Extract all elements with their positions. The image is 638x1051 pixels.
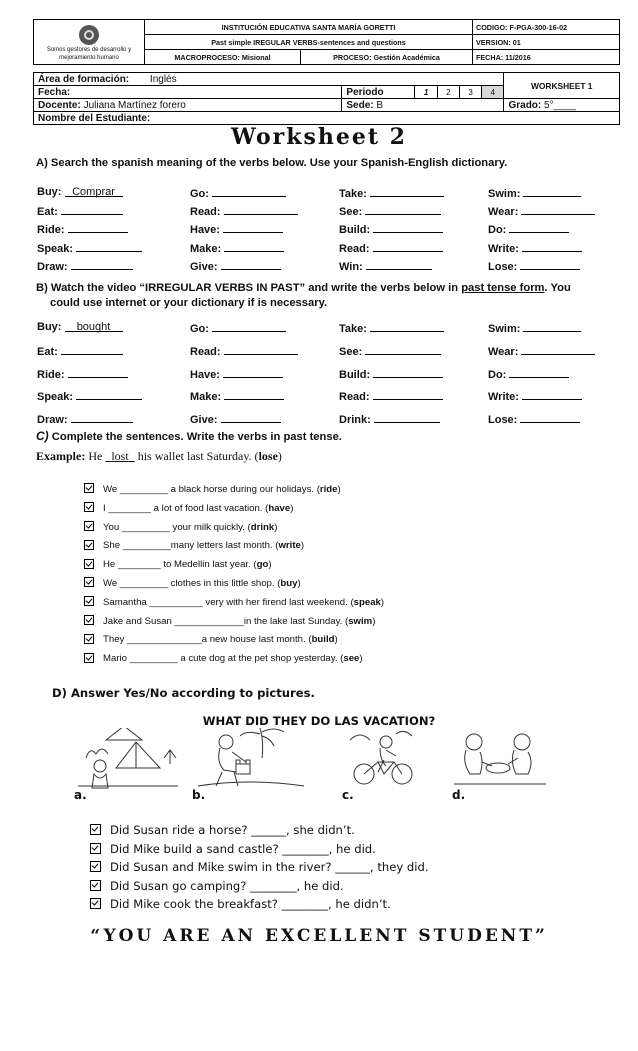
answer-blank[interactable] xyxy=(68,367,128,378)
checkbox-icon xyxy=(84,653,94,663)
checkbox-icon xyxy=(84,596,94,606)
verb-label: Drink: xyxy=(339,414,371,427)
sentence-text: We _________ a black horse during our holidays. ( xyxy=(103,484,320,495)
answer-blank[interactable] xyxy=(71,412,133,423)
verb-item xyxy=(339,186,444,200)
answer-blank[interactable] xyxy=(374,412,440,423)
verb-item xyxy=(37,241,142,255)
verb-item xyxy=(339,367,443,381)
answer-blank[interactable] xyxy=(373,241,443,252)
verb-item xyxy=(339,241,443,255)
example-answer: lost xyxy=(111,449,129,463)
example-post: his wallet last Saturday. ( xyxy=(137,449,259,463)
verb-item xyxy=(488,241,582,255)
verb-label: Win: xyxy=(339,260,363,273)
verb-label: Eat: xyxy=(37,345,58,358)
sentence-verb: drink xyxy=(250,521,275,533)
answer-blank[interactable] xyxy=(370,186,444,197)
section-d-subheading: WHAT DID THEY DO LAS VACATION? xyxy=(202,714,436,728)
answer-blank[interactable] xyxy=(523,186,581,197)
verb-label: See: xyxy=(339,206,363,219)
proceso: PROCESO: Gestión Académica xyxy=(301,50,473,65)
verb-label: Lose: xyxy=(488,414,518,427)
verb-label: Read: xyxy=(190,206,221,219)
picture-label-c: c. xyxy=(342,788,354,802)
sentence-verb: see xyxy=(343,653,360,665)
worksheet-label: WORKSHEET 1 xyxy=(504,73,620,99)
answer-blank[interactable] xyxy=(68,222,128,233)
verb-item xyxy=(488,389,582,403)
verb-item xyxy=(190,259,281,273)
answer-blank[interactable] xyxy=(509,222,569,233)
answer-blank[interactable] xyxy=(520,412,580,423)
verb-item xyxy=(37,367,128,381)
question-item xyxy=(90,897,391,911)
section-a-letter: A) xyxy=(36,157,48,169)
verb-label: Do: xyxy=(488,368,507,381)
sandcastle-picture xyxy=(196,728,306,790)
nombre-label: Nombre del Estudiante: xyxy=(38,112,151,124)
answer-blank[interactable] xyxy=(61,204,123,215)
section-d-heading: D) Answer Yes/No according to pictures. xyxy=(52,686,315,700)
verb-item xyxy=(37,389,142,403)
document-code: CODIGO: F-PGA-300-16-02 xyxy=(473,20,620,35)
section_a-row xyxy=(37,259,607,273)
answer-blank[interactable] xyxy=(370,321,444,332)
sentence-text: Jake and Susan _____________in the lake last Sunday. ( xyxy=(103,615,349,627)
answer-blank[interactable] xyxy=(223,367,283,378)
verb-label: Ride: xyxy=(37,368,65,381)
area-label: Área de formación: xyxy=(38,73,130,85)
sentence-item: We _________ a black horse during our holidays. (ride) xyxy=(84,484,341,495)
verb-label: Take: xyxy=(339,188,367,200)
bike-riding-picture xyxy=(348,728,418,790)
verb-item xyxy=(488,222,569,236)
grado-label: Grado: xyxy=(508,99,542,111)
answer-blank[interactable] xyxy=(221,259,281,270)
sentence-item: They ______________a new house last month. (build) xyxy=(84,634,338,645)
answer-blank[interactable] xyxy=(224,344,298,355)
sentence-text: I ________ a lot of food last vacation. ( xyxy=(103,502,269,514)
answer-blank[interactable] xyxy=(522,241,582,252)
sentence-verb: buy xyxy=(280,578,298,589)
checkbox-icon xyxy=(90,898,101,909)
section_a-row xyxy=(37,241,607,255)
verb-item xyxy=(339,321,444,335)
period-1[interactable]: 1 xyxy=(415,86,437,99)
answer-blank[interactable] xyxy=(76,389,142,400)
sentence-item: You _________ your milk quickly. (drink) xyxy=(84,522,277,533)
verb-item xyxy=(339,412,440,426)
section_b-row xyxy=(37,344,607,358)
verb-label: Build: xyxy=(339,368,371,381)
question-text: Did Susan go camping? ________, he did. xyxy=(110,878,344,893)
section-b-instruction-1: Watch the video “IRREGULAR VERBS IN PAST” and write the verbs below in xyxy=(50,282,462,294)
verb-label: Wear: xyxy=(488,345,519,358)
checkbox-icon xyxy=(84,615,94,625)
verb-label: Have: xyxy=(190,368,220,381)
sentence-verb: build xyxy=(311,634,335,646)
verb-label: Draw: xyxy=(37,414,68,427)
answer-blank[interactable] xyxy=(71,259,133,270)
section_b-row xyxy=(37,412,607,426)
camping-picture xyxy=(76,728,182,790)
verb-item xyxy=(339,389,443,403)
sentence-item: He ________ to Medellin last year. (go) xyxy=(84,559,272,570)
sentence-verb: go xyxy=(256,559,269,571)
verb-label: Make: xyxy=(190,242,222,255)
example-answer: bought xyxy=(76,321,111,333)
sentence-text: She _________many letters last month. ( xyxy=(103,540,279,552)
section-c-letter: C) xyxy=(36,429,49,443)
question-text: Did Mike cook the breakfast? ________, he didn’t. xyxy=(110,897,391,912)
document-version: VERSION: 01 xyxy=(473,35,620,50)
verb-label: Have: xyxy=(190,224,220,237)
picture-label-d: d. xyxy=(452,788,466,802)
docente-value: Juliana Martínez forero xyxy=(83,99,186,111)
sentence-text: Samantha __________ very with her firend last weekend. ( xyxy=(103,596,354,608)
section-c-example: Example: He lost his wallet last Saturday. (lose) xyxy=(36,449,282,463)
answer-blank[interactable] xyxy=(223,222,283,233)
verb-label: Build: xyxy=(339,224,371,237)
sentence-verb: speak xyxy=(353,596,381,608)
section-a-instruction: Search the spanish meaning of the verbs below. Use your Spanish-English dictionary. xyxy=(50,157,508,169)
answer-blank[interactable] xyxy=(212,186,286,197)
verb-label: Give: xyxy=(190,414,218,427)
answer-blank[interactable] xyxy=(65,186,123,197)
grado-cell xyxy=(504,99,620,112)
verb-label: Swim: xyxy=(488,188,521,200)
answer-blank[interactable] xyxy=(365,204,441,215)
sentence-item: Jake and Susan _____________in the lake last Sunday. (swim) xyxy=(84,616,375,627)
sentence-item: I ________ a lot of food last vacation. (have) xyxy=(84,503,293,514)
verb-label: Do: xyxy=(488,224,507,237)
verb-item xyxy=(190,222,283,236)
verb-label: See: xyxy=(339,345,363,358)
fecha-field[interactable] xyxy=(34,86,342,99)
section-c-instruction: Complete the sentences. Write the verbs in past tense. xyxy=(51,431,342,443)
answer-blank[interactable] xyxy=(521,344,595,355)
checkbox-icon xyxy=(84,502,94,512)
example-verb: lose xyxy=(258,449,278,463)
question-text: Did Mike build a sand castle? ________, he did. xyxy=(110,841,376,856)
checkbox-icon xyxy=(84,559,94,569)
verb-item xyxy=(37,222,128,236)
checkbox-icon xyxy=(90,880,101,891)
verb-item xyxy=(37,321,123,333)
answer-blank[interactable] xyxy=(212,321,286,332)
verb-item xyxy=(339,344,441,358)
section_b-row xyxy=(37,367,607,381)
sede-cell xyxy=(342,99,504,112)
checkbox-icon xyxy=(84,483,94,493)
checkbox-icon xyxy=(90,861,101,872)
student-info-table xyxy=(33,72,620,125)
sede-label: Sede: xyxy=(346,99,374,111)
section-b-heading xyxy=(36,281,571,311)
verb-item xyxy=(190,389,284,403)
verb-label: Give: xyxy=(190,260,218,273)
question-item xyxy=(90,860,429,874)
sentence-text: Mario _________ a cute dog at the pet shop yesterday. ( xyxy=(103,653,344,665)
verb-label: Go: xyxy=(190,323,209,335)
answer-blank[interactable] xyxy=(520,259,580,270)
checkbox-icon xyxy=(84,577,94,587)
verb-label: Read: xyxy=(339,242,370,255)
sentence-text: They ______________a new house last month. ( xyxy=(103,634,312,646)
question-item xyxy=(90,823,355,837)
verb-item xyxy=(190,186,286,200)
verb-item xyxy=(488,186,581,200)
verb-item xyxy=(37,186,123,198)
logo-cell xyxy=(34,20,145,65)
area-value: Inglés xyxy=(149,73,177,85)
sentence-verb: ride xyxy=(319,484,338,495)
verb-item xyxy=(190,344,298,358)
answer-blank[interactable] xyxy=(373,222,443,233)
section-b-instruction-underlined: past tense form xyxy=(461,282,545,294)
verb-label: Eat: xyxy=(37,206,58,219)
answer-blank[interactable] xyxy=(521,204,595,215)
answer-blank[interactable] xyxy=(366,259,432,270)
answer-blank[interactable] xyxy=(523,321,581,332)
answer-blank[interactable] xyxy=(224,204,298,215)
answer-blank[interactable] xyxy=(522,389,582,400)
section-b-instruction-2: . You xyxy=(544,282,571,294)
verb-item xyxy=(488,344,595,358)
verb-label: Wear: xyxy=(488,206,519,219)
verb-item xyxy=(190,241,284,255)
sentence-text: He ________ to Medellin last year. ( xyxy=(103,559,257,571)
question-item xyxy=(90,879,344,893)
verb-label: Draw: xyxy=(37,260,68,273)
document-date: FECHA: 11/2016 xyxy=(473,50,620,65)
section-b-instruction-line2: could use internet or your dictionary if is necessary. xyxy=(50,297,328,309)
verb-item xyxy=(488,412,580,426)
picture-label-b: b. xyxy=(192,788,206,802)
verb-label: Buy: xyxy=(37,186,62,198)
worksheet-title: Worksheet 2 xyxy=(231,124,407,150)
verb-label: Read: xyxy=(190,345,221,358)
period-3[interactable]: 3 xyxy=(459,86,481,99)
verb-item xyxy=(339,204,441,218)
institution-name: INSTITUCIÓN EDUCATIVA SANTA MARÍA GORETTI xyxy=(145,20,473,35)
picture-label-a: a. xyxy=(74,788,87,802)
verb-label: Make: xyxy=(190,391,222,404)
checkbox-icon xyxy=(84,634,94,644)
verb-item xyxy=(190,204,298,218)
nombre-field[interactable] xyxy=(34,112,620,125)
answer-blank[interactable] xyxy=(76,241,142,252)
answer-blank[interactable] xyxy=(373,367,443,378)
cooking-picture xyxy=(452,728,548,790)
verb-item xyxy=(37,412,133,426)
section_b-row xyxy=(37,389,607,403)
answer-blank[interactable] xyxy=(373,389,443,400)
verb-label: Read: xyxy=(339,391,370,404)
verb-label: Lose: xyxy=(488,260,518,273)
section_a-row xyxy=(37,204,607,218)
logo-caption: Somos gestores de desarrollo y mejoramiento humano xyxy=(46,46,132,61)
sentence-text: You _________ your milk quickly. ( xyxy=(103,521,251,533)
verb-item xyxy=(488,204,595,218)
section-b-letter: B) xyxy=(36,282,48,294)
verb-label: Write: xyxy=(488,242,519,255)
section_b-row xyxy=(37,321,607,335)
sede-value: B xyxy=(376,99,384,111)
period-4[interactable]: 4 xyxy=(482,86,504,99)
answer-blank[interactable] xyxy=(224,389,284,400)
verb-label: Buy: xyxy=(37,321,62,333)
document-subtitle: Past simple IREGULAR VERBS-sentences and questions xyxy=(145,35,473,50)
verb-item xyxy=(190,367,283,381)
section_a-row xyxy=(37,222,607,236)
sentence-verb: have xyxy=(268,502,291,514)
verb-item xyxy=(488,259,580,273)
example-answer: Comprar xyxy=(72,186,115,198)
verb-item xyxy=(37,204,123,218)
answer-blank[interactable] xyxy=(61,344,123,355)
sentence-item: Samantha __________ very with her firend last weekend. (speak) xyxy=(84,597,384,608)
checkbox-icon xyxy=(90,843,101,854)
verb-label: Speak: xyxy=(37,391,74,404)
question-item xyxy=(90,842,376,856)
sentence-item: Mario _________ a cute dog at the pet shop yesterday. (see) xyxy=(84,653,363,664)
answer-blank[interactable] xyxy=(65,321,123,332)
verb-label: Ride: xyxy=(37,224,65,237)
section-a-heading xyxy=(36,157,507,169)
verb-item xyxy=(488,321,581,335)
example-pre: He xyxy=(88,449,103,463)
verb-item xyxy=(190,321,286,335)
section-c-heading xyxy=(36,429,342,443)
period-2[interactable]: 2 xyxy=(437,86,459,99)
answer-blank[interactable] xyxy=(221,412,281,423)
school-logo xyxy=(79,25,99,45)
example-label: Example: xyxy=(36,449,86,463)
verb-label: Speak: xyxy=(37,242,74,255)
verb-label: Go: xyxy=(190,188,209,200)
checkbox-icon xyxy=(84,540,94,550)
macroproceso: MACROPROCESO: Misional xyxy=(145,50,301,65)
verb-label: Take: xyxy=(339,323,367,335)
sentence-item: We _________ clothes in this little shop. (buy) xyxy=(84,578,301,589)
sentence-item: She _________many letters last month. (write) xyxy=(84,540,304,551)
checkbox-icon xyxy=(90,824,101,835)
sentence-verb: write xyxy=(278,540,301,552)
docente-label: Docente: xyxy=(38,99,81,111)
fecha-label: Fecha: xyxy=(38,86,71,98)
answer-blank[interactable] xyxy=(224,241,284,252)
verb-label: Swim: xyxy=(488,323,521,335)
docente-cell xyxy=(34,99,342,112)
area-row xyxy=(34,73,504,86)
verb-item xyxy=(190,412,281,426)
verb-label: Write: xyxy=(488,391,519,404)
question-text: Did Susan and Mike swim in the river? ______, they did. xyxy=(110,860,429,875)
verb-item xyxy=(37,259,133,273)
answer-blank[interactable] xyxy=(365,344,441,355)
section_a-row xyxy=(37,186,607,200)
answer-blank[interactable] xyxy=(509,367,569,378)
periodo-label: Periodo xyxy=(342,86,415,99)
document-header xyxy=(33,19,620,65)
checkbox-icon xyxy=(84,521,94,531)
grado-value: 5°____ xyxy=(544,99,576,111)
sentence-text: We _________ clothes in this little shop. ( xyxy=(103,578,281,589)
verb-item xyxy=(488,367,569,381)
verb-item xyxy=(339,222,443,236)
footer-motto: “YOU ARE AN EXCELLENT STUDENT” xyxy=(90,926,548,946)
verb-item xyxy=(37,344,123,358)
sentence-verb: swim xyxy=(348,615,373,627)
verb-item xyxy=(339,259,432,273)
question-text: Did Susan ride a horse? ______, she didn’t. xyxy=(110,823,355,837)
